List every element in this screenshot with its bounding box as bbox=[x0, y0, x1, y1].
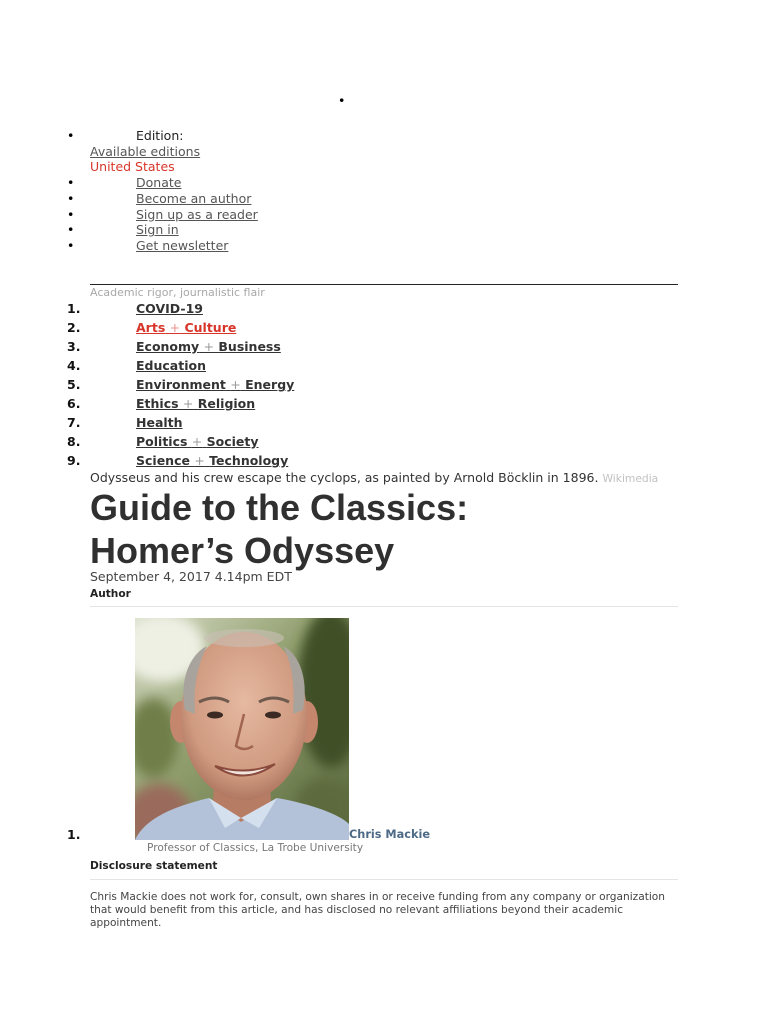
edition-label: • Edition: bbox=[136, 128, 184, 143]
donate-menu-item bbox=[0, 175, 768, 191]
section-link-environment-energy[interactable]: Environment + Energy bbox=[136, 377, 295, 392]
section-item-covid-19 bbox=[0, 299, 768, 318]
section-item-ethics-religion bbox=[0, 394, 768, 413]
section-item-science-technology bbox=[0, 451, 768, 470]
donate-link[interactable]: • Donate bbox=[136, 175, 182, 191]
become-author-link[interactable]: • Become an author bbox=[136, 190, 252, 206]
get-newsletter-link[interactable]: • Get newsletter bbox=[136, 237, 229, 253]
section-item-environment-energy bbox=[0, 375, 768, 394]
author-item bbox=[0, 618, 768, 858]
section-link-economy-business[interactable]: Economy + Business bbox=[136, 339, 281, 354]
section-link-covid-19[interactable]: COVID-19 bbox=[136, 301, 203, 316]
section-link-arts-culture[interactable]: Arts + Culture bbox=[136, 320, 237, 335]
sign-in-menu-item bbox=[0, 222, 768, 238]
section-link-education[interactable]: Education bbox=[136, 358, 206, 373]
plus-separator: + bbox=[169, 320, 181, 335]
section-link-science-technology[interactable]: Science + Technology bbox=[136, 453, 289, 468]
caption-text: Odysseus and his crew escape the cyclops, as painted by Arnold Böcklin in 1896. bbox=[90, 469, 599, 485]
author-portrait bbox=[135, 618, 349, 840]
disclosure-text: Chris Mackie does not work for, consult, own shares in or receive funding from any company or organization that would benefit from this article, and has disclosed no relevant affiliations beyond their academic appointment. bbox=[90, 890, 665, 929]
author-photo[interactable] bbox=[135, 618, 349, 840]
plus-separator: + bbox=[194, 453, 205, 468]
portrait-eye-right bbox=[265, 712, 281, 719]
author-divider bbox=[90, 606, 678, 607]
section-link-ethics-religion[interactable]: Ethics + Religion bbox=[136, 396, 256, 411]
section-item-politics-society bbox=[0, 432, 768, 451]
newsletter-menu-item bbox=[0, 238, 768, 254]
header-menu bbox=[0, 128, 768, 254]
author-heading: Author bbox=[90, 588, 131, 600]
edition-menu-item bbox=[0, 128, 768, 175]
section-item-economy-business bbox=[0, 337, 768, 356]
image-credit-link[interactable]: Wikimedia bbox=[602, 471, 659, 485]
author-role: Professor of Classics, La Trobe University bbox=[147, 842, 364, 854]
empty-list bbox=[338, 93, 348, 109]
plus-separator: + bbox=[230, 377, 241, 392]
section-link-health[interactable]: Health bbox=[136, 415, 183, 430]
author-name-link[interactable]: Chris Mackie bbox=[349, 828, 431, 841]
section-link-politics-society[interactable]: Politics + Society bbox=[136, 434, 259, 449]
publish-date: September 4, 2017 4.14pm EDT bbox=[90, 568, 292, 584]
header-divider bbox=[90, 284, 678, 285]
sign-up-menu-item bbox=[0, 207, 768, 223]
sign-in-link[interactable]: • Sign in bbox=[136, 222, 179, 238]
disclosure-heading: Disclosure statement bbox=[90, 859, 218, 872]
site-tagline: Academic rigor, journalistic flair bbox=[90, 286, 265, 299]
empty-list-item bbox=[338, 93, 348, 109]
article-title: Guide to the Classics: Homer’s Odyssey bbox=[90, 487, 469, 571]
image-caption bbox=[90, 470, 658, 486]
disclosure-divider bbox=[90, 879, 678, 880]
author-list bbox=[0, 618, 768, 858]
become-author-menu-item bbox=[0, 191, 768, 207]
section-item-health bbox=[0, 413, 768, 432]
available-editions-link[interactable]: Available editions bbox=[90, 143, 201, 159]
plus-separator: + bbox=[191, 434, 203, 449]
portrait-eye-left bbox=[207, 712, 223, 719]
section-nav bbox=[0, 299, 768, 470]
plus-separator: + bbox=[203, 339, 215, 354]
current-edition-link[interactable]: United States bbox=[90, 159, 175, 175]
section-item-education bbox=[0, 356, 768, 375]
portrait-hair-top bbox=[204, 629, 284, 647]
section-item-arts-culture bbox=[0, 318, 768, 337]
plus-separator: + bbox=[182, 396, 194, 411]
sign-up-reader-link[interactable]: • Sign up as a reader bbox=[136, 206, 258, 222]
